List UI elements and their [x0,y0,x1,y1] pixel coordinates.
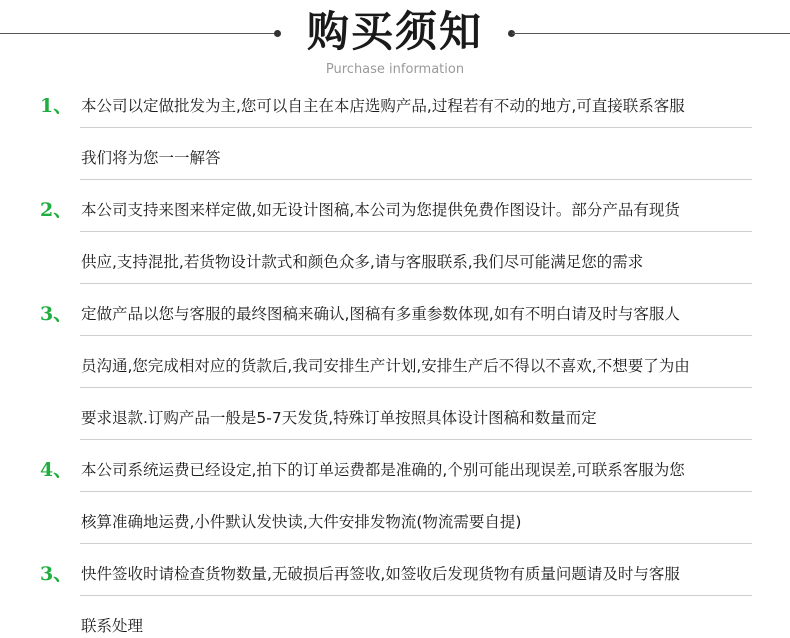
notice-row [0,600,790,638]
row-divider [80,127,752,128]
item-text: 快件签收时请检查货物数量,无破损后再签收,如签收后发现货物有质量问题请及时与客服 [81,565,680,583]
row-divider [80,179,752,180]
header [0,0,790,80]
item-text: 本公司系统运费已经设定,拍下的订单运费都是准确的,个别可能出现误差,可联系客服为您 [81,461,685,479]
item-number: 1、 [40,95,73,117]
item-text: 本公司支持来图来样定做,如无设计图稿,本公司为您提供免费作图设计。部分产品有现货 [81,201,680,219]
row-divider [80,387,752,388]
item-text: 本公司以定做批发为主,您可以自主在本店选购产品,过程若有不动的地方,可直接联系客服 [81,97,685,115]
notice-row [0,184,790,236]
row-divider [80,231,752,232]
item-text: 员沟通,您完成相对应的货款后,我司安排生产计划,安排生产后不得以不喜欢,不想要了为由 [81,357,690,375]
page-subtitle: Purchase information [325,62,465,77]
notice-row [0,80,790,132]
item-text: 核算准确地运费,小件默认发快读,大件安排发物流(物流需要自提) [81,513,522,531]
row-divider [80,439,752,440]
row-divider [80,491,752,492]
notice-row [0,132,790,184]
row-divider [80,335,752,336]
notice-row [0,496,790,548]
row-divider [80,595,752,596]
item-number: 2、 [40,199,73,221]
row-divider [80,283,752,284]
page-title: 购买须知 [306,7,483,56]
item-number: 4、 [40,459,73,481]
notice-row [0,548,790,600]
notice-list [0,80,790,638]
notice-row [0,340,790,392]
notice-row [0,236,790,288]
notice-row [0,288,790,340]
item-text: 我们将为您一一解答 [81,149,221,167]
item-text: 供应,支持混批,若货物设计款式和颜色众多,请与客服联系,我们尽可能满足您的需求 [81,253,644,271]
row-divider [80,543,752,544]
item-text: 要求退款.订购产品一般是5-7天发货,特殊订单按照具体设计图稿和数量而定 [81,409,597,427]
notice-row [0,444,790,496]
notice-row [0,392,790,444]
header-rule-right [512,33,790,34]
item-text: 定做产品以您与客服的最终图稿来确认,图稿有多重参数体现,如有不明白请及时与客服人 [81,305,680,323]
item-number: 3、 [40,303,73,325]
item-text: 联系处理 [81,617,144,635]
item-number: 3、 [40,563,73,585]
